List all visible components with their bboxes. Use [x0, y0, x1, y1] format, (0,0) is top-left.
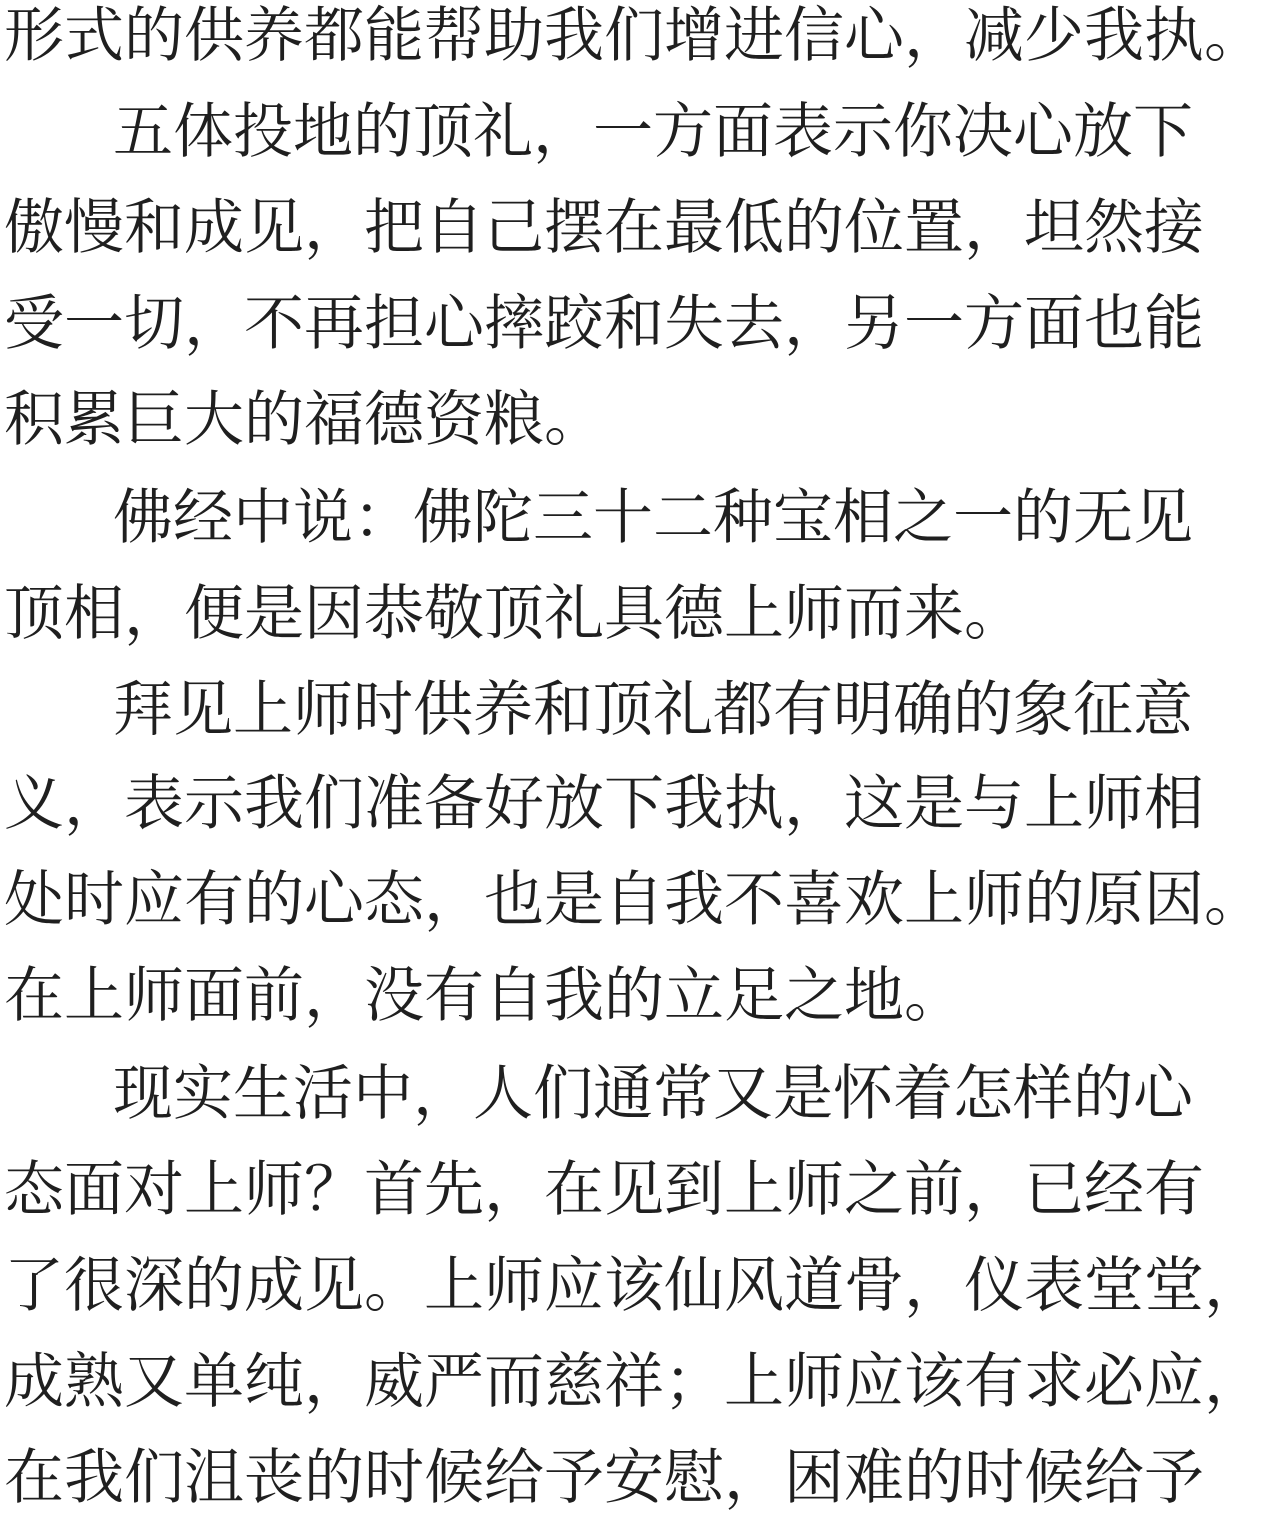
paragraph-start-line: 佛经中说：佛陀三十二种宝相之一的无见 — [113, 483, 1193, 553]
paragraph-start-line: 五体投地的顶礼，一方面表示你决心放下 — [113, 97, 1193, 167]
text-line: 成熟又单纯，威严而慈祥；上师应该有求必应， — [4, 1347, 1264, 1417]
text-line: 义，表示我们准备好放下我执，这是与上师相 — [4, 769, 1204, 839]
paragraph-start-line: 拜见上师时供养和顶礼都有明确的象征意 — [113, 675, 1193, 745]
text-line: 形式的供养都能帮助我们增进信心，减少我执。 — [4, 1, 1264, 71]
text-line: 在上师面前，没有自我的立足之地。 — [4, 961, 964, 1031]
text-line: 受一切，不再担心摔跤和失去，另一方面也能 — [4, 289, 1204, 359]
text-line: 处时应有的心态，也是自我不喜欢上师的原因。 — [4, 865, 1264, 935]
text-line: 在我们沮丧的时候给予安慰，困难的时候给予 — [4, 1443, 1204, 1513]
text-line: 积累巨大的福德资粮。 — [4, 385, 604, 455]
paragraph-start-line: 现实生活中，人们通常又是怀着怎样的心 — [113, 1059, 1193, 1129]
text-line: 傲慢和成见，把自己摆在最低的位置，坦然接 — [4, 193, 1204, 263]
text-line: 了很深的成见。上师应该仙风道骨，仪表堂堂， — [4, 1251, 1264, 1321]
text-line: 态面对上师？首先，在见到上师之前，已经有 — [4, 1155, 1204, 1225]
text-line: 顶相，便是因恭敬顶礼具德上师而来。 — [4, 579, 1024, 649]
